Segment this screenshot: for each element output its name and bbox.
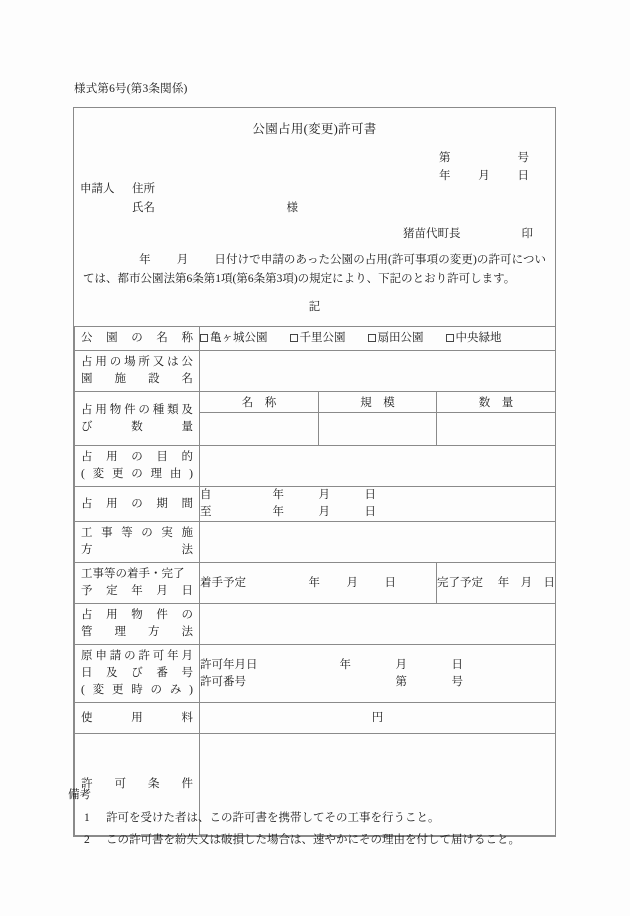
seal-mark: 印 [521,228,533,240]
applicant-name-label: 氏名 [132,202,155,214]
method-label-cell [75,522,200,563]
original-year: 年 [339,658,351,671]
body-month-label: 月 [176,254,189,266]
checkbox-icon[interactable] [200,334,208,342]
body-paragraph [83,251,546,289]
issuer-name: 猪苗代町長 [403,228,461,240]
park-name-label: 公園の名称 [81,332,193,344]
permit-number-date-block [413,149,533,185]
period-from-line [200,487,555,504]
fee-label-cell [75,703,200,734]
checkbox-option-ogida[interactable] [368,330,424,347]
checkbox-option-senri[interactable] [290,330,346,347]
table-row-purpose [75,446,556,487]
original-num-suffix: 号 [451,675,463,688]
original-number-line [200,674,555,691]
period-to-day: 日 [364,506,376,518]
method-label-line1: 工事等の実施 [81,527,193,539]
body-line2: いては、都市公園法第6条第1項(第6条第3項)の規定により、下記のとおり許可します。 [83,254,547,285]
schedule-start-prefix: 着手予定 [200,576,246,589]
management-label-line1: 占用物件の [81,609,193,621]
object-col-header-quantity: 数 量 [437,392,556,413]
ki-marker: 記 [308,301,321,313]
permit-form-frame [73,107,556,837]
park-option-label: 千里公園 [299,332,346,344]
management-label-line2: 管理方法 [81,626,193,638]
table-row-original-permit [75,645,556,703]
object-label-line2: び数量 [81,420,193,433]
object-label-line1: 占用物件の種類及 [81,403,193,416]
remarks-item-number: 2 [84,834,90,846]
object-col-header-scale: 規 模 [319,392,437,413]
purpose-label-cell [75,446,200,487]
remarks-item-text: 許可を受けた者は、この許可書を携帯してその工事を行うこと。 [106,812,440,824]
park-option-label: 中央緑地 [455,332,502,344]
body-year-label: 年 [139,254,151,266]
period-to-month: 月 [318,506,330,518]
issue-year-label: 年 [439,170,451,182]
remarks-section [68,784,568,851]
original-date-prefix: 許可年月日 [200,658,258,671]
period-to-year: 年 [272,506,284,518]
schedule-end-day: 日 [543,576,555,589]
table-row-schedule [75,563,556,604]
original-label-line2: 日及び番号 [81,667,193,679]
checkbox-icon[interactable] [290,334,298,342]
table-row-location [75,351,556,392]
period-from-month: 月 [318,489,330,501]
form-number: 様式第6号(第3条関係) [74,83,188,95]
schedule-start-month: 月 [346,576,358,589]
remarks-item-text: この許可書を紛失又は破損した場合は、速やかにその理由を付して届けること。 [106,834,520,846]
schedule-label-line1: 工事等の着手・完了 [81,568,185,580]
schedule-end-month: 月 [520,576,533,589]
original-date-line [200,657,555,674]
schedule-end-year: 年 [497,576,510,589]
management-label-cell [75,604,200,645]
original-day: 日 [451,658,463,671]
remarks-item-2 [68,829,568,851]
location-label-cell [75,351,200,392]
park-option-label: 亀ヶ城公園 [210,332,268,344]
original-month: 月 [395,658,407,671]
period-from-year: 年 [272,489,284,501]
checkbox-icon[interactable] [368,334,376,342]
period-label: 占用の期間 [81,497,193,510]
remarks-title: 備考 [68,789,91,801]
object-value-scale[interactable] [319,413,437,446]
applicant-block [80,180,298,218]
schedule-start-day: 日 [384,576,396,589]
schedule-end-prefix: 完了予定 [437,576,483,589]
original-num-prefix: 第 [395,675,407,688]
issuer-block [373,225,533,241]
purpose-label-line2: (変更の理由) [81,468,193,480]
conditions-label: 許可条件 [81,778,193,790]
fee-unit: 円 [371,711,384,724]
original-label-line3: (変更時のみ) [81,684,193,696]
period-from-prefix: 自 [200,489,212,501]
fee-value-cell[interactable] [200,703,556,734]
period-to-prefix: 至 [200,506,212,518]
object-label-cell [75,392,200,446]
applicant-label: 申請人 [80,183,115,195]
applicant-honorific: 様 [286,202,298,214]
original-label-line1: 原申請の許可年月 [81,650,193,662]
original-value-cell[interactable] [200,645,556,703]
location-label-line1: 占用の場所又は公 [81,356,193,368]
method-value-cell[interactable] [200,522,556,563]
table-row-object-header [75,392,556,413]
applicant-address-label: 住所 [132,183,155,195]
table-row-period [75,487,556,522]
park-option-label: 扇田公園 [377,332,424,344]
original-label-cell [75,645,200,703]
method-label-line2: 方法 [81,544,193,556]
period-value-cell[interactable] [200,487,556,522]
permit-number-prefix: 第 [439,152,451,164]
period-label-cell [75,487,200,522]
schedule-start-year: 年 [308,576,320,589]
table-row-park-name [75,327,556,351]
park-name-options-cell [200,327,556,351]
form-header [74,108,555,326]
checkbox-option-kamegajo[interactable] [200,330,268,347]
checkbox-icon[interactable] [446,334,454,342]
schedule-label-cell [75,563,200,604]
body-day-text: 日付けで申請のあった公園の占用(許可事項の変更)の許可につ [214,254,535,266]
management-value-cell[interactable] [200,604,556,645]
remarks-item-1 [68,807,568,829]
schedule-end-cell[interactable] [437,563,556,604]
remarks-item-number: 1 [84,812,90,824]
original-number-prefix: 許可番号 [200,675,246,688]
period-from-day: 日 [364,489,376,501]
purpose-value-cell[interactable] [200,446,556,487]
location-value-cell[interactable] [200,351,556,392]
schedule-start-line [200,575,436,592]
issue-day-label: 日 [517,170,529,182]
fee-label: 使用料 [81,711,193,724]
park-name-label-cell [75,327,200,351]
schedule-start-cell[interactable] [200,563,437,604]
schedule-end-line [437,575,555,592]
period-to-line [200,504,555,521]
purpose-label-line1: 占用の目的 [81,451,193,463]
permit-details-table [74,326,556,836]
object-value-quantity[interactable] [437,413,556,446]
location-label-line2: 園施設名 [81,373,193,385]
table-row-method [75,522,556,563]
issue-month-label: 月 [478,170,490,182]
permit-number-suffix: 号 [517,152,529,164]
table-row-management [75,604,556,645]
schedule-label-line2: 予定年月日 [81,585,193,597]
object-value-name[interactable] [200,413,319,446]
document-title: 公園占用(変更)許可書 [252,122,377,136]
object-col-header-name: 名 称 [200,392,319,413]
table-row-fee [75,703,556,734]
checkbox-option-chuo-ryokuchi[interactable] [446,330,502,347]
